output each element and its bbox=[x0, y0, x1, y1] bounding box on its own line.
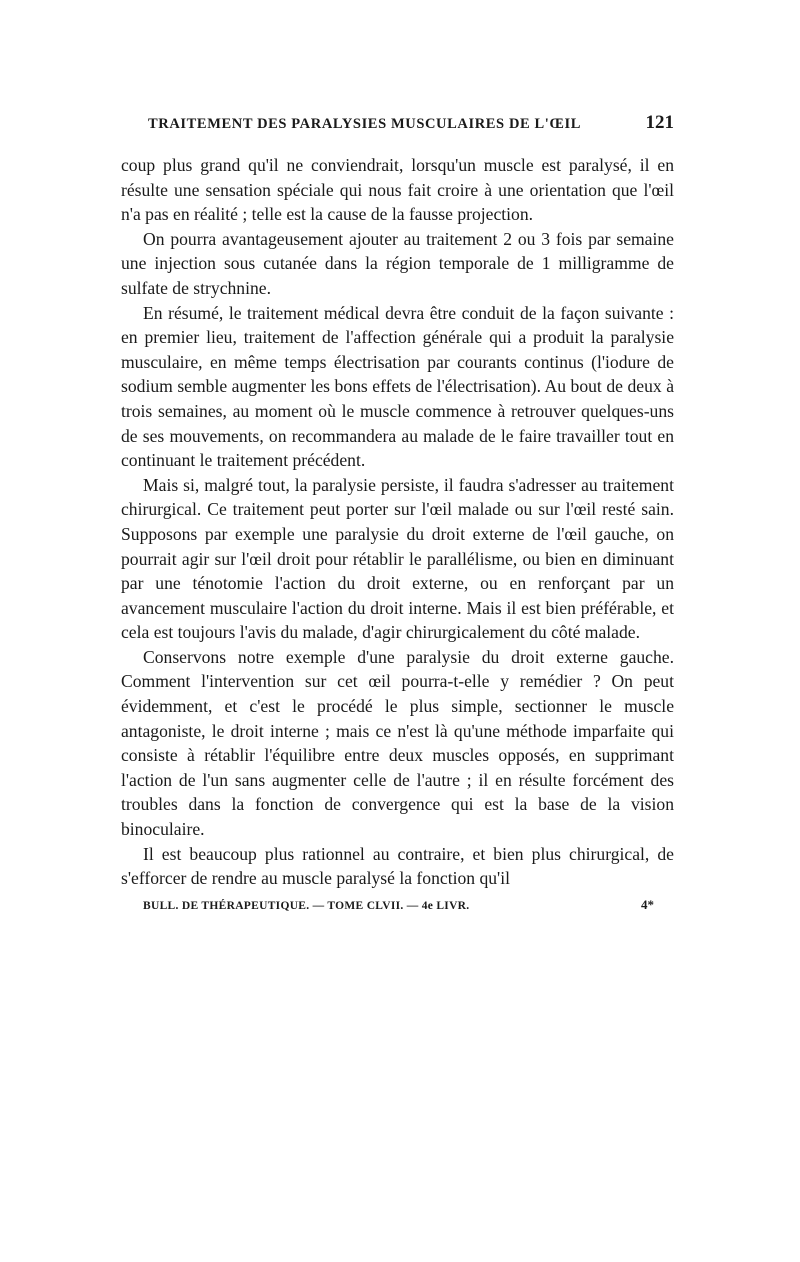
running-header bbox=[121, 112, 674, 146]
signature-mark: 4* bbox=[641, 896, 654, 912]
paragraph-example: Conservons notre exemple d'une paralysie du droit externe gauche. Comment l'intervention sur cet œil pourra-t-elle y remédier ? On peut évidemment, et c'est le procédé le plus simple, sectionner le muscle antagoniste, le droit interne ; mais ce n'est là qu'une méthode imparfaite qui consiste à rétablir l'équilibre entre deux muscles opposés, en supprimant l'action de l'un sans augmenter celle de l'autre ; il en résulte forcément des troubles dans la fonction de convergence qui est la base de la vision binoculaire. bbox=[121, 646, 674, 840]
paragraph-rational-approach: Il est beaucoup plus rationnel au contraire, et bien plus chirurgical, de s'efforcer de rendre au muscle paralysé la fonction qu'il bbox=[121, 843, 674, 889]
paragraph-medical-treatment: En résumé, le traitement médical devra être conduit de la façon suivante : en premier lieu, traitement de l'affection générale qui a produit la paralysie musculaire, en même temps électrisation par courants continus (l'iodure de sodium semble augmenter les bons effets de l'électrisation). Au bout de deux à trois semaines, au moment où le muscle commence à retrouver quelques-uns de ses mouvements, on recommandera au malade de le faire travailler tout en continuant le traitement précédent. bbox=[121, 302, 674, 471]
running-title: TRAITEMENT DES PARALYSIES MUSCULAIRES DE L'ŒIL bbox=[148, 116, 582, 132]
body-text bbox=[121, 153, 674, 891]
paragraph-surgical-treatment: Mais si, malgré tout, la paralysie persiste, il faudra s'adresser au traitement chirurgical. Ce traitement peut porter sur l'œil malade ou sur l'œil resté sain. Supposons par exemple une paralysie du droit externe de l'œil gauche, on pourrait agir sur l'œil droit pour rétablir le parallélisme, ou bien en diminuant par une ténotomie l'action du droit externe, ou en renforçant par un avancement musculaire l'action du droit interne. Mais il est bien préférable, et cela est toujours l'avis du malade, d'agir chirurgicalement du côté malade. bbox=[121, 474, 674, 643]
page-footer bbox=[121, 897, 674, 913]
paragraph-continuation: coup plus grand qu'il ne conviendrait, lorsqu'un muscle est paralysé, il en résulte une sensation spéciale qui nous fait croire à une orientation que l'œil n'a pas en réalité ; telle est la cause de la fausse projection. bbox=[121, 155, 674, 225]
page-number: 121 bbox=[645, 112, 674, 133]
footer-imprint: BULL. DE THÉRAPEUTIQUE. — TOME CLVII. — 4e LIVR. bbox=[143, 899, 470, 912]
book-page bbox=[121, 112, 674, 913]
paragraph-strychnine: On pourra avantageusement ajouter au traitement 2 ou 3 fois par semaine une injection sous cutanée dans la région temporale de 1 milligramme de sulfate de strychnine. bbox=[121, 228, 674, 298]
